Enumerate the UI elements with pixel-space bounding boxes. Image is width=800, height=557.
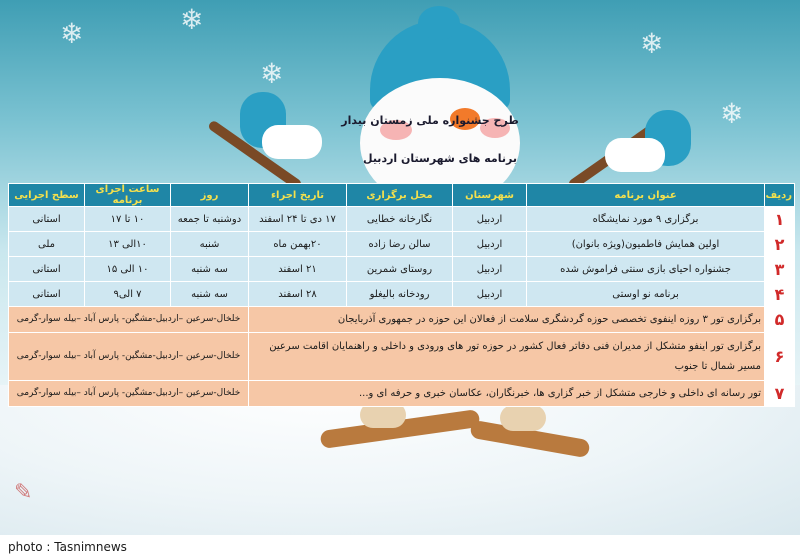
col-header: روز xyxy=(171,184,249,207)
photo-credit: photo : Tasnimnews xyxy=(8,540,127,554)
table-row: ۴ برنامه نو اوستی اردبیل رودخانه بالیغلو ۲۸ اسفند سه شنبه ۷ الی۹ استانی xyxy=(9,282,795,307)
table-row: ۷ تور رسانه ای داخلی و خارجی متشکل از خبر گزاری ها، خبرنگاران، عکاسان خبری و حرفه ای و... خلخال-سرعین –اردبیل-مشگین- پارس آباد –بیله سوار-گرمی xyxy=(9,381,795,407)
program-table xyxy=(8,183,795,407)
table-header-row xyxy=(9,184,795,207)
table-row: ۱ برگزاری ۹ مورد نمایشگاه اردبیل نگارخانه خطایی ۱۷ دی تا ۲۴ اسفند دوشنبه تا جمعه ۱۰ تا ۱۷ استانی xyxy=(9,207,795,232)
snowflake-icon: ❄ xyxy=(260,57,284,90)
snowflake-icon: ❄ xyxy=(720,97,744,130)
col-header: محل برگزاری xyxy=(347,184,453,207)
snowflake-icon: ❄ xyxy=(180,3,204,36)
page-subtitle: برنامه های شهرستان اردبیل xyxy=(363,152,517,165)
table-row: ۵ برگزاری تور ۳ روزه اینفوی تخصصی حوزه گردشگری سلامت از فعالان این حوزه در جمهوری آذربایجان خلخال-سرعین –اردبیل-مشگین- پارس آباد –بیله سوار-گرمی xyxy=(9,307,795,333)
col-header: سطح اجرایی xyxy=(9,184,85,207)
col-header: تاریخ اجراء xyxy=(249,184,347,207)
col-header: شهرستان xyxy=(453,184,527,207)
col-header: ردیف xyxy=(765,184,795,207)
table-row: ۲ اولین همایش فاطمیون(ویژه بانوان) اردبیل سالن رضا زاده ۲۰بهمن ماه شنبه ۱۰الی ۱۳ ملی xyxy=(9,232,795,257)
col-header: ساعت اجرای برنامه xyxy=(85,184,171,207)
col-header: عنوان برنامه xyxy=(527,184,765,207)
table-row: ۳ جشنواره احیای بازی سنتی فراموش شده اردبیل روستای شمرین ۲۱ اسفند سه شنبه ۱۰ الی ۱۵ استانی xyxy=(9,257,795,282)
table-row: ۶ برگزاری تور اینفو متشکل از مدیران فنی دفاتر فعال کشور در حوزه تور های ورودی و داخلی و راهنمایان اقامت سرعین مسیر شمال تا جنوب خلخال-سرعین –اردبیل-مشگین- پارس آباد –بیله سوار-گرمی xyxy=(9,333,795,381)
snowflake-icon: ❄ xyxy=(60,17,84,50)
tasnim-logo: ✎ xyxy=(14,480,33,505)
snowflake-icon: ❄ xyxy=(640,27,664,60)
hat-pom xyxy=(418,6,460,40)
caption-bar xyxy=(0,535,800,557)
page-title: طرح جشنواره ملی زمستان بیدار xyxy=(341,114,519,127)
